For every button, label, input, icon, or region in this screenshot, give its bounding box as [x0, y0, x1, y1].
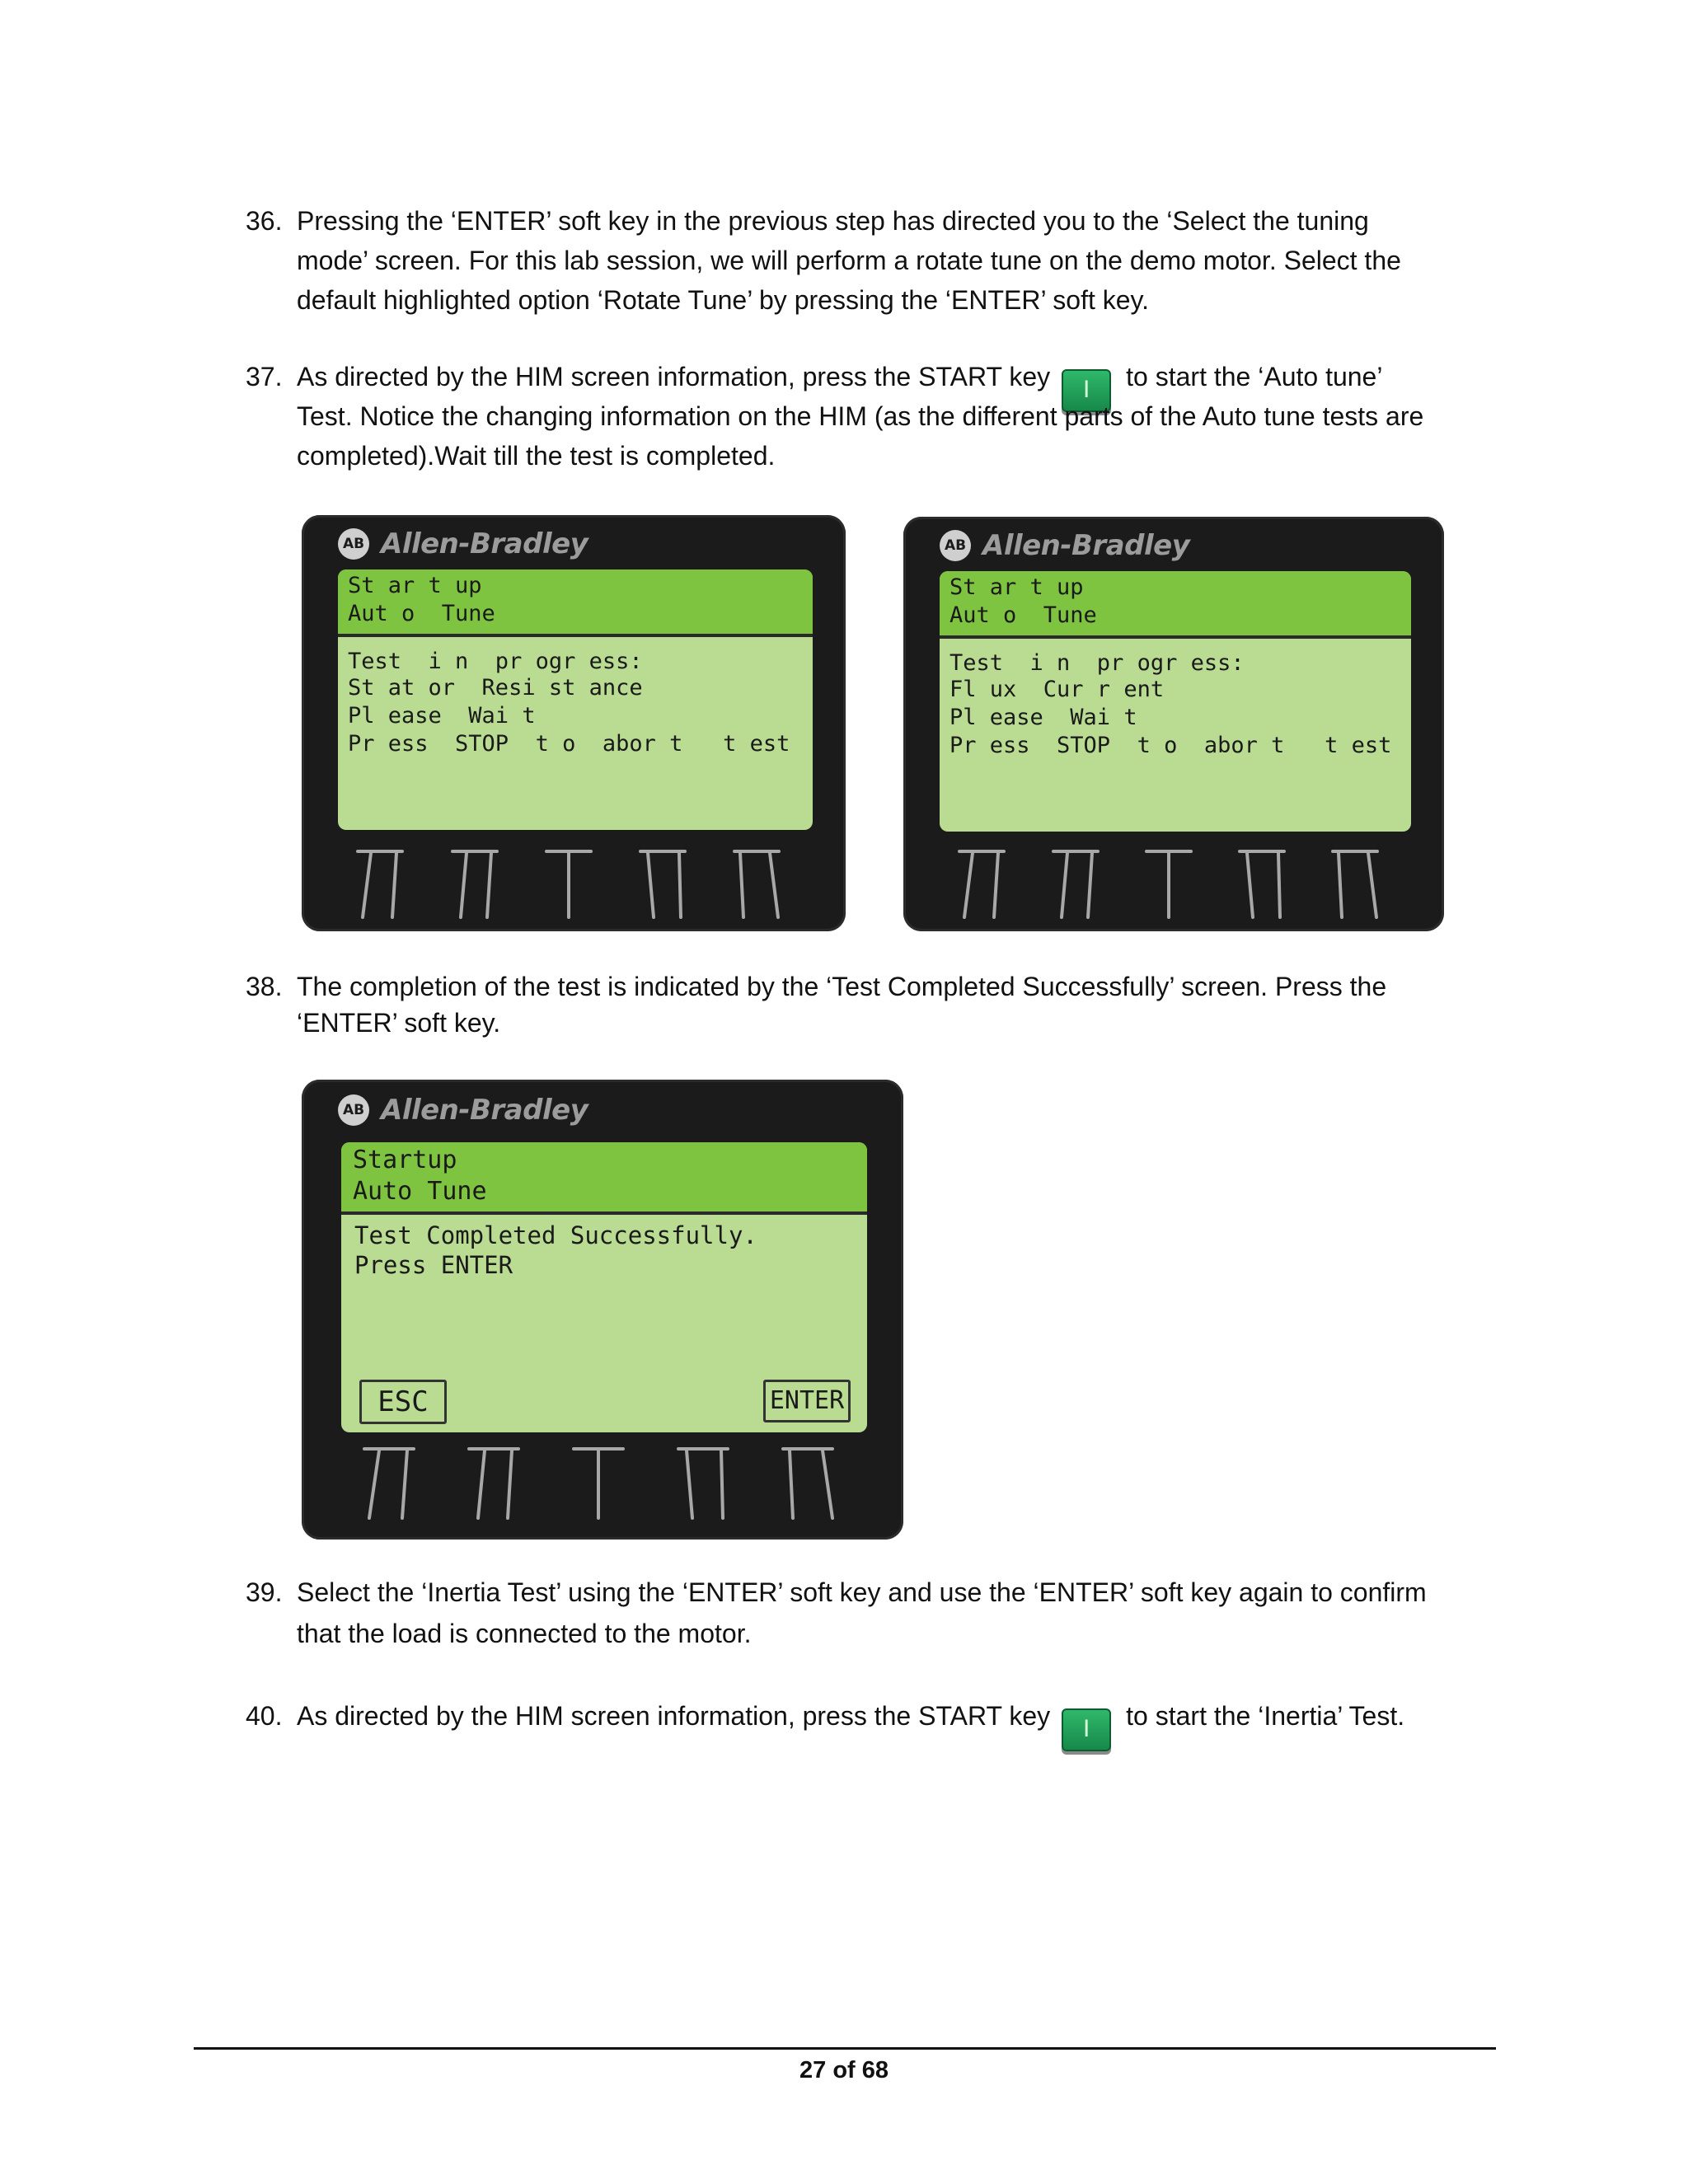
lcd-header-line: Aut o Tune: [950, 602, 1097, 628]
brand-name: Allen-Bradley: [381, 1094, 588, 1127]
start-key-icon: I: [1062, 1708, 1111, 1751]
brand: [338, 525, 588, 563]
brand-name: Allen-Bradley: [982, 529, 1190, 562]
lcd-display: [940, 571, 1411, 832]
lcd-body-line: Test i n pr ogr ess:: [348, 649, 643, 674]
step-number: 36.: [246, 206, 283, 236]
him-screen-stator-resistance: [302, 515, 846, 931]
lcd-header-line: Aut o Tune: [348, 601, 495, 626]
lcd-header-line: Auto Tune: [353, 1177, 487, 1206]
step-number: 37.: [246, 362, 283, 391]
lcd-body-line: Test i n pr ogr ess:: [950, 650, 1245, 676]
step-text-line: Test. Notice the changing information on the HIM (as the different parts of the Auto tune tests are: [297, 401, 1424, 431]
footer-rule: [194, 2047, 1496, 2050]
step-text: As directed by the HIM screen information, press the START key: [297, 362, 1051, 391]
lcd-body-line: Fl ux Cur r ent: [950, 677, 1165, 702]
step-text: to start the ‘Auto tune’: [1126, 362, 1383, 391]
step-text-line: [297, 1696, 1404, 1751]
step-text-line: The completion of the test is indicated by the ‘Test Completed Successfully’ screen. Press the: [297, 972, 1387, 1001]
soft-keys: [302, 1432, 903, 1531]
step-text: As directed by the HIM screen information, press the START key: [297, 1701, 1051, 1731]
lcd-body-line: St at or Resi st ance: [348, 675, 643, 701]
lcd-body-line: Pr ess STOP t o abor t t est: [950, 733, 1392, 758]
brand: [940, 527, 1189, 565]
start-key-icon: I: [1062, 369, 1111, 412]
lcd-body-line: Test Completed Successfully.: [354, 1221, 757, 1249]
lcd-header-line: St ar t up: [348, 573, 482, 598]
lcd-body-line: Pl ease Wai t: [348, 703, 536, 729]
lcd-header: [338, 569, 813, 637]
lcd-header-line: St ar t up: [950, 574, 1084, 600]
step-number: 38.: [246, 972, 283, 1001]
step-text-line: Pressing the ‘ENTER’ soft key in the previous step has directed you to the ‘Select the tuning: [297, 206, 1369, 236]
brand-name: Allen-Bradley: [381, 527, 588, 560]
lcd-body-line: Press ENTER: [354, 1251, 513, 1279]
step-text-line: ‘ENTER’ soft key.: [297, 1008, 501, 1038]
soft-keys: [302, 835, 846, 926]
esc-softkey-label: ESC: [359, 1380, 447, 1424]
page-number: 27 of 68: [799, 2057, 889, 2083]
lcd-body-line: Pl ease Wai t: [950, 705, 1137, 730]
step-number: 39.: [246, 1577, 283, 1607]
lcd-display: [341, 1142, 867, 1432]
step-text-line: Select the ‘Inertia Test’ using the ‘ENTER’ soft key and use the ‘ENTER’ soft key again to confirm: [297, 1577, 1427, 1607]
lcd-display: [338, 569, 813, 830]
step-text-line: default highlighted option ‘Rotate Tune’ by pressing the ‘ENTER’ soft key.: [297, 285, 1150, 315]
lcd-header: [940, 571, 1411, 639]
step-text-line: completed).Wait till the test is completed.: [297, 441, 776, 471]
him-screen-flux-current: [903, 517, 1444, 931]
step-text: to start the ‘Inertia’ Test.: [1126, 1701, 1405, 1731]
him-screen-test-completed: [302, 1080, 903, 1540]
lcd-header-line: Startup: [353, 1146, 457, 1174]
step-text-line: mode’ screen. For this lab session, we will perform a rotate tune on the demo motor. Select the: [297, 246, 1401, 275]
step-text-line: that the load is connected to the motor.: [297, 1619, 752, 1648]
lcd-body-line: Pr ess STOP t o abor t t est: [348, 731, 790, 757]
brand: [338, 1091, 588, 1129]
lcd-header: [341, 1142, 867, 1215]
allen-bradley-logo-icon: AB: [338, 528, 369, 560]
soft-keys: [903, 835, 1444, 926]
step-number: 40.: [246, 1701, 283, 1731]
enter-softkey-label: ENTER: [763, 1380, 851, 1422]
allen-bradley-logo-icon: AB: [338, 1094, 369, 1126]
allen-bradley-logo-icon: AB: [940, 530, 971, 561]
